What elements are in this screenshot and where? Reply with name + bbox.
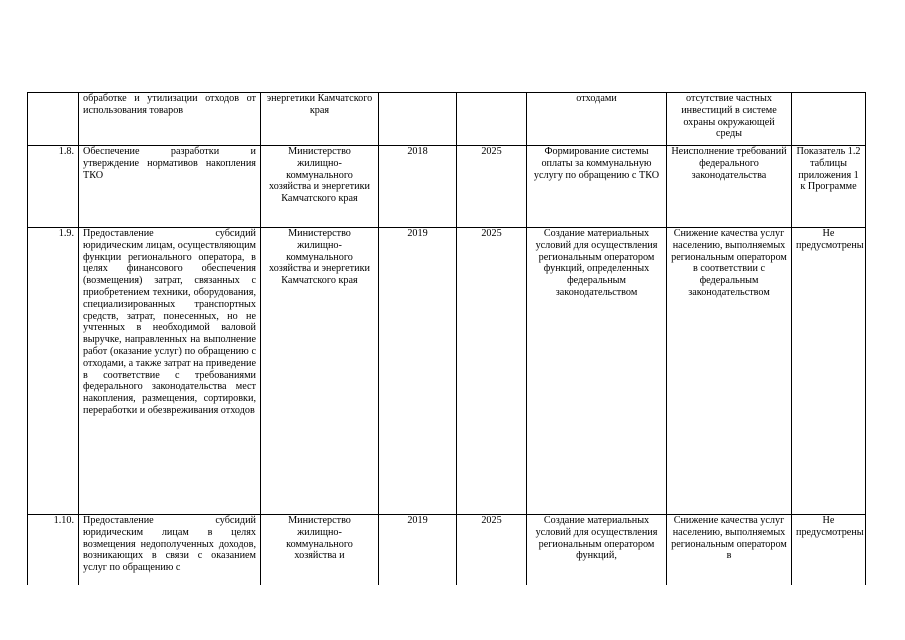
row-number: [28, 93, 79, 146]
end-year: 2025: [457, 228, 527, 515]
measure-name: Предоставление субсидий юридическим лицам, осуществляющим функции регионального оператора, в целях финансового обеспечения (возмещения) затрат, связанных с приобретением техники, оборудования, специализированных транспортных средств, затрат, понесенных, но не учтенных в необходимой валовой выручке, направленных на выполнение работ (оказание услуг) по обращению с отходами, а также затрат на приведение в соответствие с требованиями федерального законодательства мест накопления, размещения, сортировки, переработки и обезвреживания отходов: [79, 228, 261, 515]
measures-table: [27, 92, 866, 585]
table-row: [28, 515, 866, 585]
row-number: 1.8.: [28, 146, 79, 228]
indicator: Не предусмотрены: [792, 228, 866, 515]
start-year: 2019: [379, 515, 457, 585]
row-number: 1.9.: [28, 228, 79, 515]
measure-name: Предоставление субсидий юридическим лицам в целях возмещения недополученных доходов, возникающих в связи с оказанием услуг по обращению с: [79, 515, 261, 585]
end-year: 2025: [457, 515, 527, 585]
start-year: [379, 93, 457, 146]
executor: энергетики Камчатского края: [261, 93, 379, 146]
executor: Министерство жилищно-коммунального хозяйства и энергетики Камчатского края: [261, 146, 379, 228]
indicator: Не предусмотрены: [792, 515, 866, 585]
indicator: [792, 93, 866, 146]
consequence: Снижение качества услуг населению, выполняемых региональным оператором в соответствии с федеральным законодательством: [667, 228, 792, 515]
start-year: 2019: [379, 228, 457, 515]
row-number: 1.10.: [28, 515, 79, 585]
measure-name: Обеспечение разработки и утверждение нормативов накопления ТКО: [79, 146, 261, 228]
table-row: [28, 93, 866, 146]
consequence: отсутствие частных инвестиций в системе охраны окружающей среды: [667, 93, 792, 146]
expected-result: отходами: [527, 93, 667, 146]
executor: Министерство жилищно-коммунального хозяйства и энергетики Камчатского края: [261, 228, 379, 515]
consequence: Неисполнение требований федерального законодательства: [667, 146, 792, 228]
expected-result: Создание материальных условий для осуществления региональным оператором функций,: [527, 515, 667, 585]
end-year: 2025: [457, 146, 527, 228]
measure-name: обработке и утилизации отходов от использования товаров: [79, 93, 261, 146]
indicator: Показатель 1.2 таблицы приложения 1 к Программе: [792, 146, 866, 228]
start-year: 2018: [379, 146, 457, 228]
expected-result: Создание материальных условий для осуществления региональным оператором функций, определенных федеральным законодательством: [527, 228, 667, 515]
expected-result: Формирование системы оплаты за коммунальную услугу по обращению с ТКО: [527, 146, 667, 228]
executor: Министерство жилищно-коммунального хозяйства и: [261, 515, 379, 585]
consequence: Снижение качества услуг населению, выполняемых региональным оператором в: [667, 515, 792, 585]
table-row: [28, 146, 866, 228]
table-row: [28, 228, 866, 515]
end-year: [457, 93, 527, 146]
